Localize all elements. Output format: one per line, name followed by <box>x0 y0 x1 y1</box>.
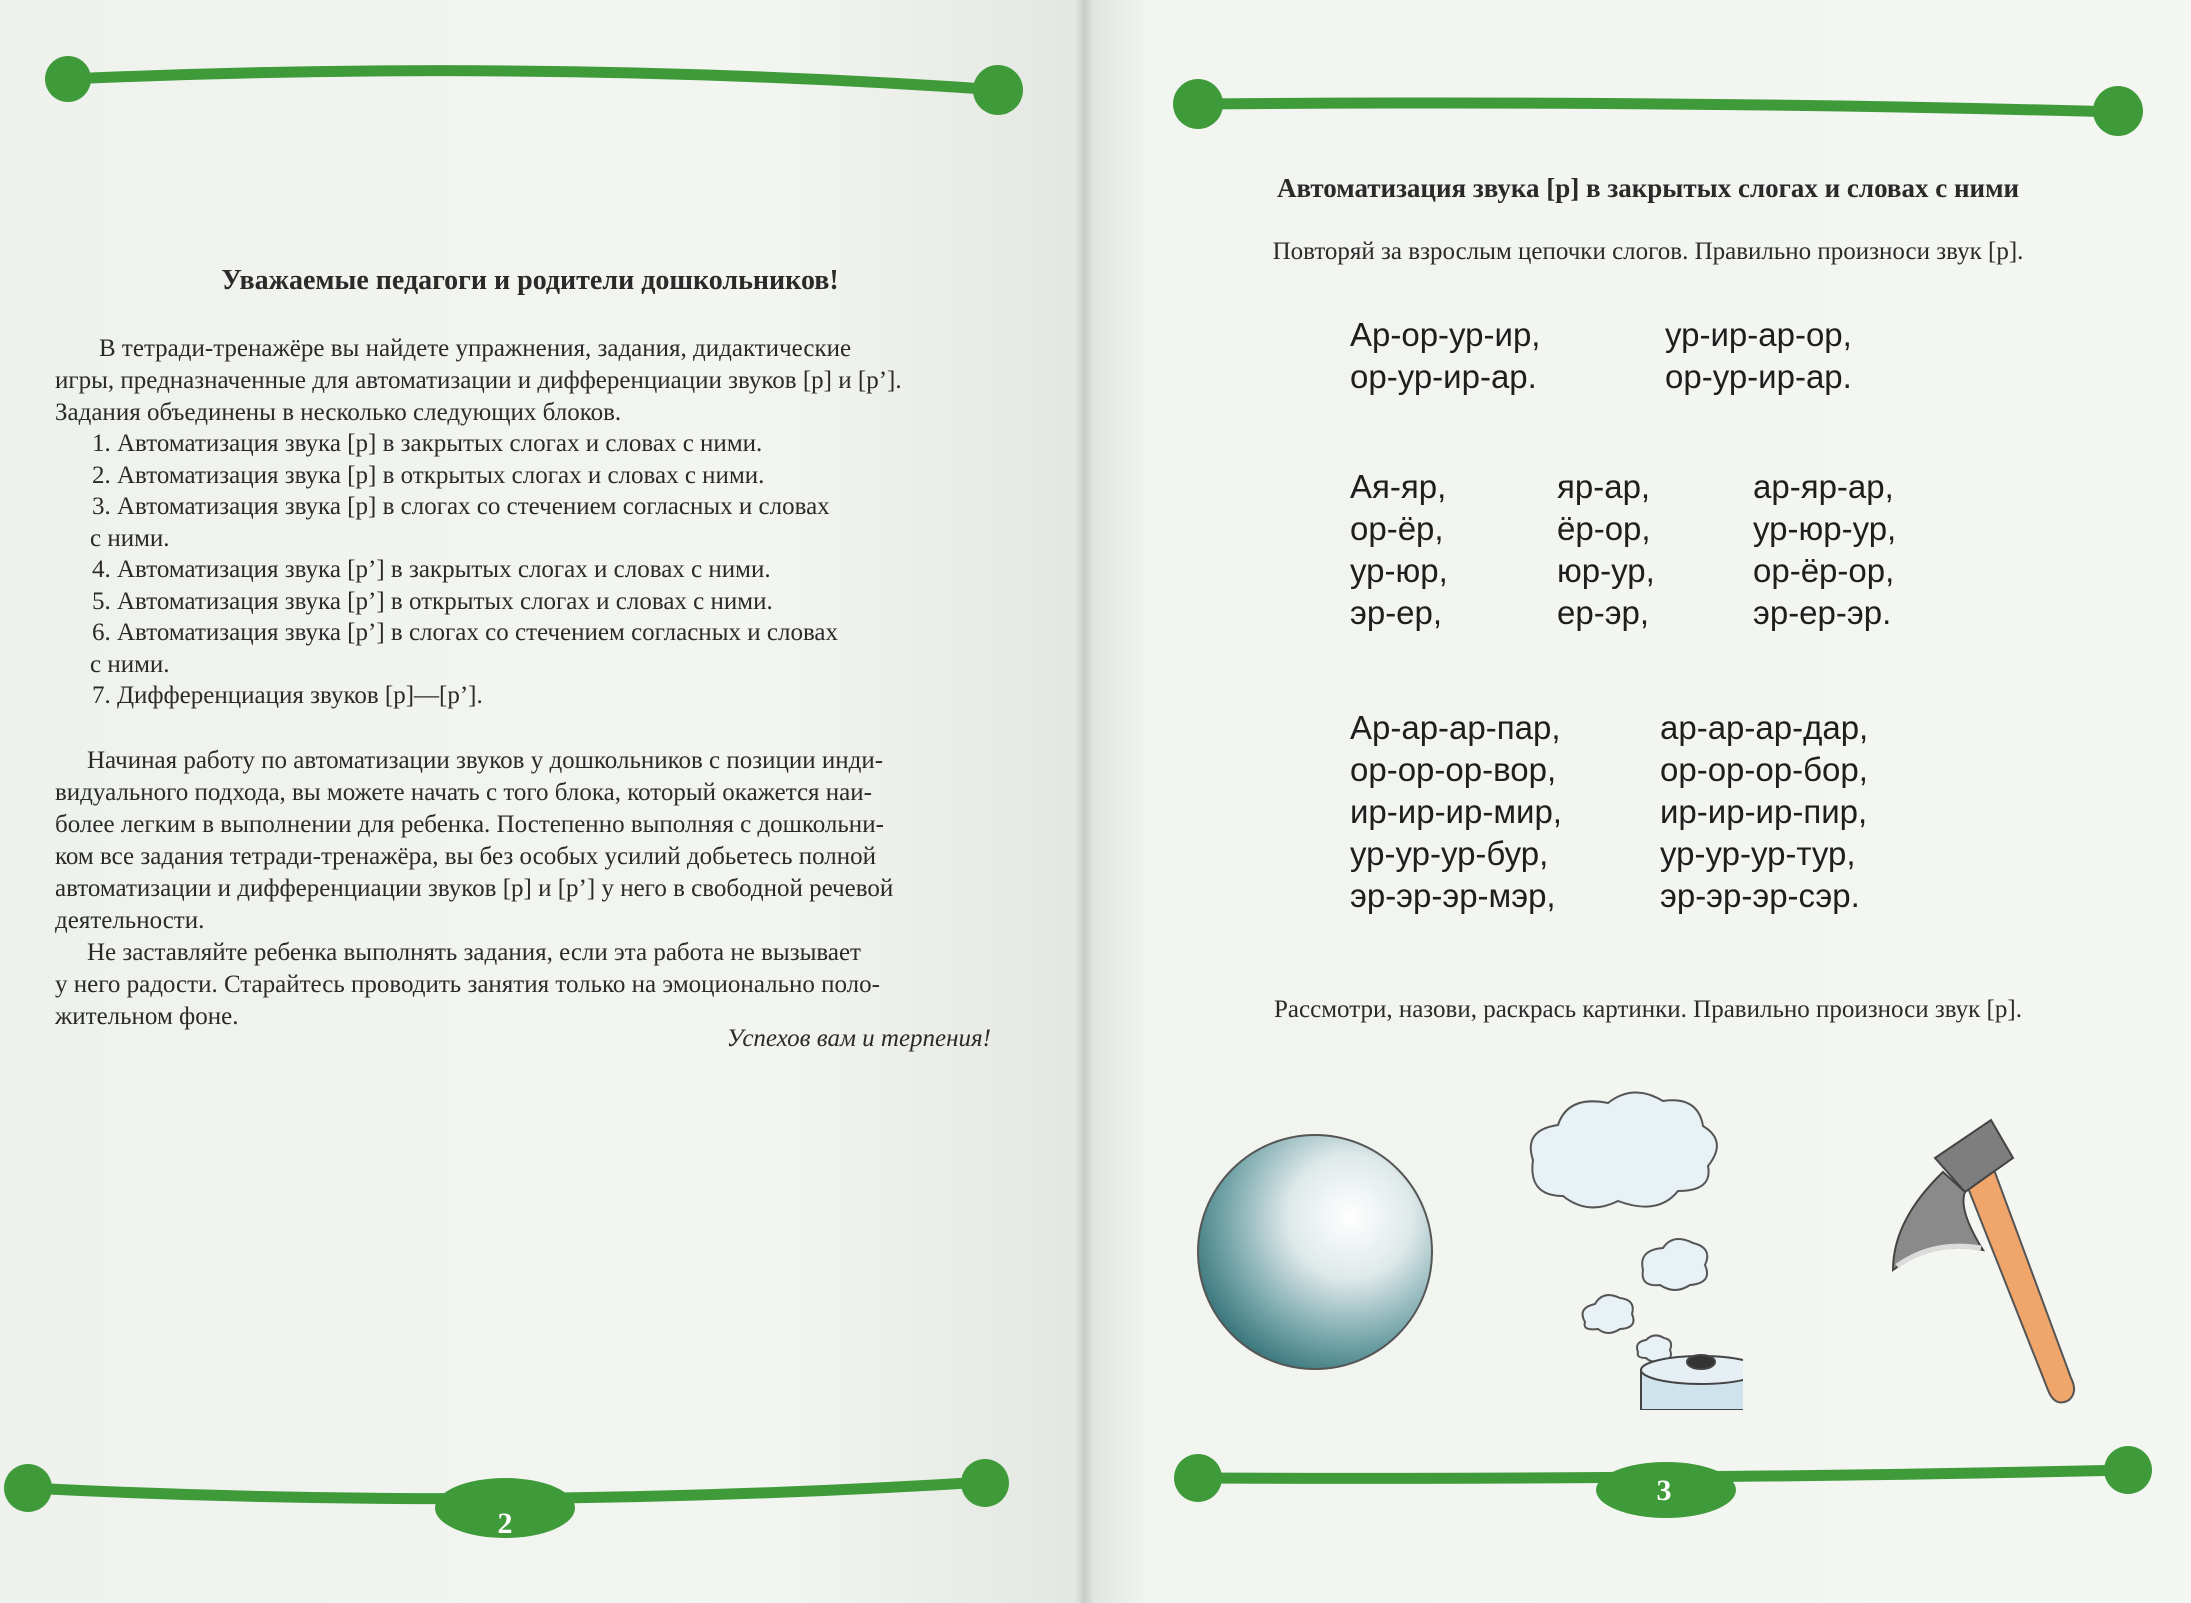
intro-line: игры, предназначенные для автоматизации и дифференциации звуков [р] и [р’]. <box>55 367 902 394</box>
para-line: деятельности. <box>55 907 205 934</box>
syllable-chain: Ар-ар-ар-пар, <box>1350 709 1561 746</box>
syllable-chain: ор-ёр, <box>1350 510 1444 547</box>
list-item: 6. Автоматизация звука [р’] в слогах со стечением согласных и словах <box>92 619 839 646</box>
syllable-column <box>1350 707 1562 917</box>
syllable-chain: ур-ур-ур-тур, <box>1660 835 1856 872</box>
syllable-chain: ир-ир-ир-мир, <box>1350 793 1562 830</box>
blocks-list <box>92 428 952 712</box>
intro-paragraph <box>55 333 995 429</box>
steam-pot-icon <box>1493 1090 1743 1410</box>
section-heading: Автоматизация звука [р] в закрытых слогах и словах с ними <box>1276 173 2020 203</box>
syllable-chain: эр-ер, <box>1350 594 1443 631</box>
syllable-chain: ер-эр, <box>1557 594 1650 631</box>
syllable-column <box>1660 707 1868 917</box>
syllable-column <box>1753 466 1896 634</box>
syllable-chain: ур-ир-ар-ор, <box>1665 316 1852 353</box>
page-number: 2 <box>497 1507 513 1540</box>
list-item-cont: с ними. <box>90 650 170 678</box>
approach-paragraph <box>55 745 995 1033</box>
instruction-syllables: Повторяй за взрослым цепочки слогов. Правильно произноси звук [р]. <box>1272 238 2024 265</box>
syllable-chain: эр-ер-эр. <box>1753 594 1892 631</box>
syllable-chain: ёр-ор, <box>1557 510 1651 547</box>
list-item: 5. Автоматизация звука [р’] в открытых слогах и словах с ними. <box>92 587 773 615</box>
syllable-chain: ор-ур-ир-ар. <box>1665 358 1852 395</box>
syllable-chain: ар-яр-ар, <box>1753 468 1894 505</box>
book-gutter <box>1076 0 1092 1603</box>
para-line: автоматизации и дифференциации звуков [р] и [р’] у него в свободной речевой <box>55 875 894 902</box>
syllable-chain: эр-эр-эр-сэр. <box>1660 877 1860 914</box>
syllable-column <box>1665 314 1852 398</box>
para-line: жительном фоне. <box>55 1003 239 1030</box>
para-line: ком все задания тетради-тренажёра, вы без особых усилий добьетесь полной <box>55 843 877 870</box>
syllable-chain: ор-ор-ор-вор, <box>1350 751 1557 788</box>
para-line: Не заставляйте ребенка выполнять задания, если эта работа не вызывает <box>87 939 861 966</box>
list-item: 1. Автоматизация звука [р] в закрытых слогах и словах с ними. <box>92 430 763 457</box>
page-title: Уважаемые педагоги и родители дошкольников! <box>221 265 839 296</box>
syllable-chain: ор-ёр-ор, <box>1753 552 1895 589</box>
syllable-chain: яр-ар, <box>1557 468 1651 505</box>
syllable-chain: ир-ир-ир-пир, <box>1660 793 1868 830</box>
right-page <box>1083 0 2191 1603</box>
syllable-chain: ур-ур-ур-бур, <box>1350 835 1549 872</box>
syllable-chain: Ар-ор-ур-ир, <box>1350 316 1541 353</box>
list-item: 3. Автоматизация звука [р] в слогах со стечением согласных и словах <box>92 493 830 520</box>
syllable-column <box>1350 314 1540 398</box>
syllable-chain: ар-ар-ар-дар, <box>1660 709 1869 746</box>
list-item: 7. Дифференциация звуков [р]—[р’]. <box>92 682 483 709</box>
ball-icon <box>1193 1130 1438 1375</box>
syllable-chain: юр-ур, <box>1557 552 1655 589</box>
syllable-chain: ур-юр, <box>1350 552 1448 589</box>
syllable-chain: ор-ур-ир-ар. <box>1350 358 1537 395</box>
top-decor-bar-left <box>0 0 1083 100</box>
syllable-column <box>1557 466 1655 634</box>
intro-line: В тетради-тренажёре вы найдете упражнения, задания, дидактические <box>99 335 852 362</box>
intro-line: Задания объединены в несколько следующих блоков. <box>55 399 622 426</box>
list-item: 2. Автоматизация звука [р] в открытых слогах и словах с ними. <box>92 461 765 489</box>
list-item: 4. Автоматизация звука [р’] в закрытых слогах и словах с ними. <box>92 556 771 583</box>
para-line: Начиная работу по автоматизации звуков у дошкольников с позиции инди- <box>87 747 884 774</box>
para-line: видуального подхода, вы можете начать с того блока, который окажется наи- <box>55 779 872 806</box>
top-decor-bar-right <box>1083 0 2191 150</box>
list-item-cont: с ними. <box>90 524 170 552</box>
left-page <box>0 0 1083 1603</box>
page-number: 3 <box>1656 1474 1672 1507</box>
syllable-chain: ор-ор-ор-бор, <box>1660 751 1868 788</box>
syllable-chain: ур-юр-ур, <box>1753 510 1897 547</box>
instruction-pictures: Рассмотри, назови, раскрась картинки. Правильно произноси звук [р]. <box>1274 996 2022 1023</box>
signoff: Успехов вам и терпения! <box>726 1025 991 1052</box>
para-line: более легким в выполнении для ребенка. Постепенно выполняя с дошкольни- <box>55 811 884 838</box>
syllable-chain: Ая-яр, <box>1350 468 1447 505</box>
syllable-column <box>1350 466 1448 634</box>
para-line: у него радости. Старайтесь проводить занятия только на эмоционально поло- <box>55 971 880 998</box>
syllable-chain: эр-эр-эр-мэр, <box>1350 877 1556 914</box>
axe-icon <box>1873 1110 2163 1410</box>
